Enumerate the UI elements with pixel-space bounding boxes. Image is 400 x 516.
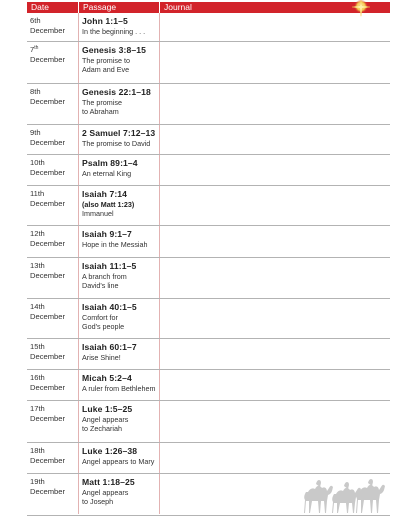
passage-description: Immanuel	[82, 208, 114, 218]
date-column-header: Date	[31, 2, 49, 12]
passage-description: Angel appears to Joseph	[82, 487, 129, 506]
date-month: December	[30, 137, 66, 147]
date-cell	[30, 158, 78, 177]
journal-cell[interactable]	[160, 42, 390, 83]
journal-column-header: Journal	[164, 2, 192, 12]
date-month: December	[30, 351, 66, 361]
passage-description: A branch from David's line	[82, 271, 127, 290]
passage-cell	[82, 229, 162, 249]
date-cell	[30, 446, 78, 465]
date-day: 10th	[30, 158, 45, 167]
journal-cell[interactable]	[160, 370, 390, 400]
table-row	[27, 258, 390, 299]
passage-cell	[82, 342, 162, 362]
journal-cell[interactable]	[160, 13, 390, 41]
date-cell	[30, 87, 78, 106]
date-month: December	[30, 167, 66, 177]
passage-reference: Isaiah 7:14	[82, 189, 128, 199]
table-row	[27, 155, 390, 186]
date-cell	[30, 302, 78, 321]
journal-cell[interactable]	[160, 339, 390, 369]
date-cell	[30, 404, 78, 423]
journal-cell[interactable]	[160, 226, 390, 257]
passage-cell	[82, 189, 162, 218]
date-month: December	[30, 96, 66, 106]
passage-reference: Isaiah 11:1–5	[82, 261, 137, 271]
passage-description: An eternal King	[82, 168, 132, 178]
passage-reference: Luke 1:5–25	[82, 404, 133, 414]
date-cell	[30, 261, 78, 280]
passage-description: Angel appears to Mary	[82, 456, 155, 466]
passage-description: Angel appears to Zechariah	[82, 414, 129, 433]
passage-cell	[82, 128, 162, 148]
date-day: 16th	[30, 373, 45, 382]
passage-reference: John 1:1–5	[82, 16, 128, 26]
passage-reference: Genesis 22:1–18	[82, 87, 151, 97]
passage-description: Comfort for God's people	[82, 312, 125, 331]
date-day: 6th	[30, 16, 41, 25]
table-row	[27, 401, 390, 443]
wise-men-camels-icon	[300, 472, 386, 514]
table-row	[27, 125, 390, 155]
date-cell	[30, 229, 78, 248]
passage-description: Hope in the Messiah	[82, 239, 148, 249]
date-month: December	[30, 413, 66, 423]
passage-cell	[82, 302, 162, 331]
table-header	[27, 2, 390, 13]
table-row	[27, 13, 390, 42]
passage-description: The promise to David	[82, 138, 151, 148]
passage-reference: Isaiah 9:1–7	[82, 229, 132, 239]
date-month: December	[30, 54, 66, 64]
passage-reference: Isaiah 40:1–5	[82, 302, 137, 312]
table-row	[27, 299, 390, 339]
table-row	[27, 84, 390, 125]
passage-cell	[82, 404, 162, 433]
passage-reference: 2 Samuel 7:12–13	[82, 128, 156, 138]
journal-cell[interactable]	[160, 155, 390, 185]
passage-cell	[82, 158, 162, 178]
passage-reference: Matt 1:18–25	[82, 477, 135, 487]
date-month: December	[30, 486, 66, 496]
passage-description: A ruler from Bethlehem	[82, 383, 156, 393]
date-month: December	[30, 455, 66, 465]
date-cell	[30, 373, 78, 392]
date-day: 18th	[30, 446, 45, 455]
journal-cell[interactable]	[160, 258, 390, 298]
passage-reference: Micah 5:2–4	[82, 373, 132, 383]
date-day: 15th	[30, 342, 45, 351]
passage-cell	[82, 373, 162, 393]
date-cell	[30, 16, 78, 35]
date-day: 11th	[30, 189, 45, 198]
date-day: 12th	[30, 229, 45, 238]
journal-cell[interactable]	[160, 401, 390, 442]
date-cell	[30, 45, 78, 64]
date-day: 17th	[30, 404, 45, 413]
date-month: December	[30, 311, 66, 321]
passage-cell	[82, 87, 162, 116]
passage-description: The promise to Adam and Eve	[82, 55, 130, 74]
journal-cell[interactable]	[160, 299, 390, 338]
journal-cell[interactable]	[160, 84, 390, 124]
date-month: December	[30, 270, 66, 280]
table-row	[27, 226, 390, 258]
passage-cell	[82, 261, 162, 290]
date-cell	[30, 342, 78, 361]
journal-cell[interactable]	[160, 186, 390, 225]
table-row	[27, 339, 390, 370]
journal-cell[interactable]	[160, 125, 390, 154]
table-row	[27, 42, 390, 84]
passage-cell	[82, 477, 162, 506]
date-day: 19th	[30, 477, 45, 486]
passage-note: (also Matt 1:23)	[82, 199, 135, 209]
date-day: 14th	[30, 302, 45, 311]
passage-column-header: Passage	[83, 2, 117, 12]
date-day: 8th	[30, 87, 41, 96]
passage-description: The promise to Abraham	[82, 97, 122, 116]
date-day: 9th	[30, 128, 41, 137]
passage-description: Arise Shine!	[82, 352, 121, 362]
passage-cell	[82, 16, 162, 36]
date-cell	[30, 477, 78, 496]
date-month: December	[30, 238, 66, 248]
passage-reference: Psalm 89:1–4	[82, 158, 138, 168]
date-month: December	[30, 25, 66, 35]
passage-cell	[82, 446, 162, 466]
date-month: December	[30, 382, 66, 392]
date-cell	[30, 189, 78, 208]
passage-cell	[82, 45, 162, 74]
passage-description: In the beginning . . .	[82, 26, 146, 36]
date-day: 7th	[30, 45, 39, 54]
date-day: 13th	[30, 261, 45, 270]
date-month: December	[30, 198, 66, 208]
date-cell	[30, 128, 78, 147]
table-row	[27, 443, 390, 474]
passage-reference: Luke 1:26–38	[82, 446, 138, 456]
journal-cell[interactable]	[160, 443, 390, 473]
passage-reference: Genesis 3:8–15	[82, 45, 146, 55]
table-row	[27, 370, 390, 401]
table-row	[27, 186, 390, 226]
passage-reference: Isaiah 60:1–7	[82, 342, 137, 352]
